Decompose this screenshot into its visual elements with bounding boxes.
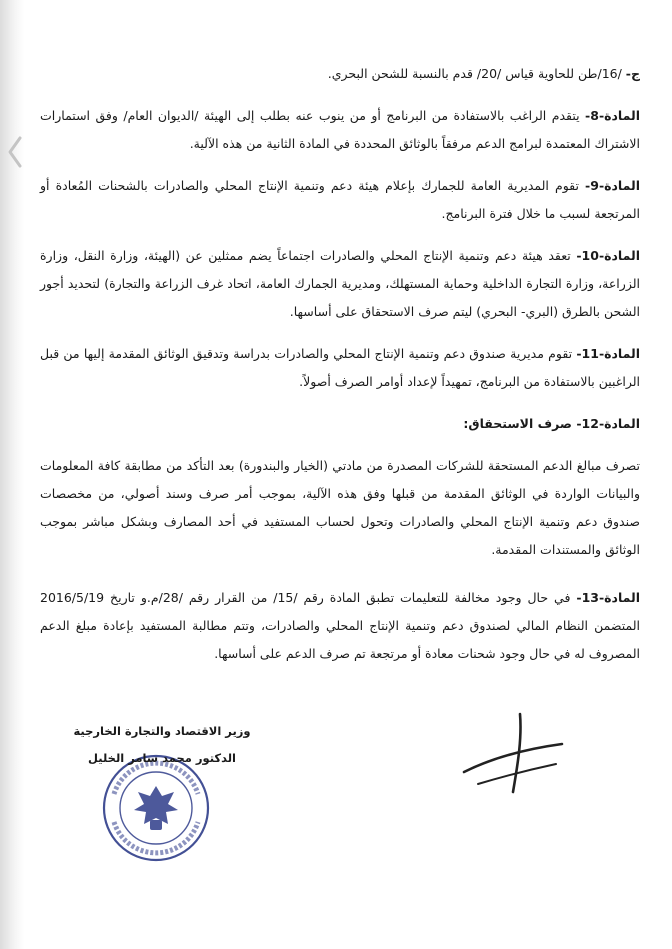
article-text: تقوم المديرية العامة للجمارك بإعلام هيئة دعم وتنمية الإنتاج المحلي والصادرات بالشحنات المُعادة أو المرتجعة لسبب ما خلال فترة البرنامج. <box>40 178 640 221</box>
article-text: في حال وجود مخالفة للتعليمات تطبق المادة رقم /15/ من القرار رقم /28/م.و تاريخ 2016/5/19 المتضمن النظام المالي لصندوق دعم وتنمية الإنتاج المحلي والصادرات، وتتم مطالبة المستفيد بإعادة مبلغ الدعم المصروف له في حال وجود شحنات معادة أو مرتجعة تم صرف الدعم على أساسها. <box>40 590 640 661</box>
article-c <box>40 60 640 88</box>
document-body <box>40 60 640 668</box>
article-label: المادة-9- <box>585 178 640 193</box>
minister-title: وزير الاقتصاد والتجارة الخارجية <box>73 724 251 738</box>
article-label: المادة-10- <box>576 248 640 263</box>
official-seal <box>100 752 212 864</box>
article-12-body: تصرف مبالغ الدعم المستحقة للشركات المصدرة من مادتي (الخيار والبندورة) بعد التأكد من مطابقة كافة المعلومات والبيانات الواردة في الوثائق المقدمة من قبلها وفق هذه الآلية، بموجب أمر صرف وسند أصولي، من مخصصات صندوق دعم وتنمية الإنتاج المحلي والصادرات وتحول لحساب المستفيد في أحد المصارف وبشكل مباشر بموجب الوثائق والمستندات المقدمة. <box>40 458 640 557</box>
article-11 <box>40 340 640 396</box>
article-12-heading: المادة-12- صرف الاستحقاق: <box>463 416 640 431</box>
chevron-left-icon <box>4 132 28 172</box>
article-13 <box>40 584 640 668</box>
handwritten-signature <box>458 708 568 798</box>
article-9 <box>40 172 640 228</box>
article-text: تقوم مديرية صندوق دعم وتنمية الإنتاج المحلي والصادرات بدراسة وتدقيق الوثائق المقدمة إليها من قبل الراغبين بالاستفادة من البرنامج، تمهيداً لإعداد أوامر الصرف أصولاً. <box>40 346 640 389</box>
article-text: تعقد هيئة دعم وتنمية الإنتاج المحلي والصادرات اجتماعاً يضم ممثلين عن (الهيئة، وزارة النقل، وزارة الزراعة، وزارة التجارة الداخلية وحماية المستهلك، ومديرية الجمارك العامة، اتحاد غرف الزراعة والتجارة) لتحديد أجور الشحن بالطرق (البري- البحري) ليتم صرف الاستحقاق على أساسها. <box>40 248 640 319</box>
signature-block <box>62 722 262 768</box>
article-10 <box>40 242 640 326</box>
minister-name: الدكتور محمد سامر الخليل <box>88 751 236 765</box>
article-label: المادة-11- <box>576 346 640 361</box>
article-label: ج- <box>625 66 640 81</box>
article-text: يتقدم الراغب بالاستفادة من البرنامج أو من ينوب عنه بطلب إلى الهيئة /الديوان العام/ وفق استمارات الاشتراك المعتمدة لبرامج الدعم مرفقاً بالوثائق المحددة في المادة الثانية من هذه الآلية. <box>40 108 640 151</box>
article-label: المادة-8- <box>585 108 640 123</box>
article-label: المادة-13- <box>576 590 641 605</box>
article-text: /16/طن للحاوية قياس /20/ قدم بالنسبة للشحن البحري. <box>327 66 626 81</box>
article-8 <box>40 102 640 158</box>
